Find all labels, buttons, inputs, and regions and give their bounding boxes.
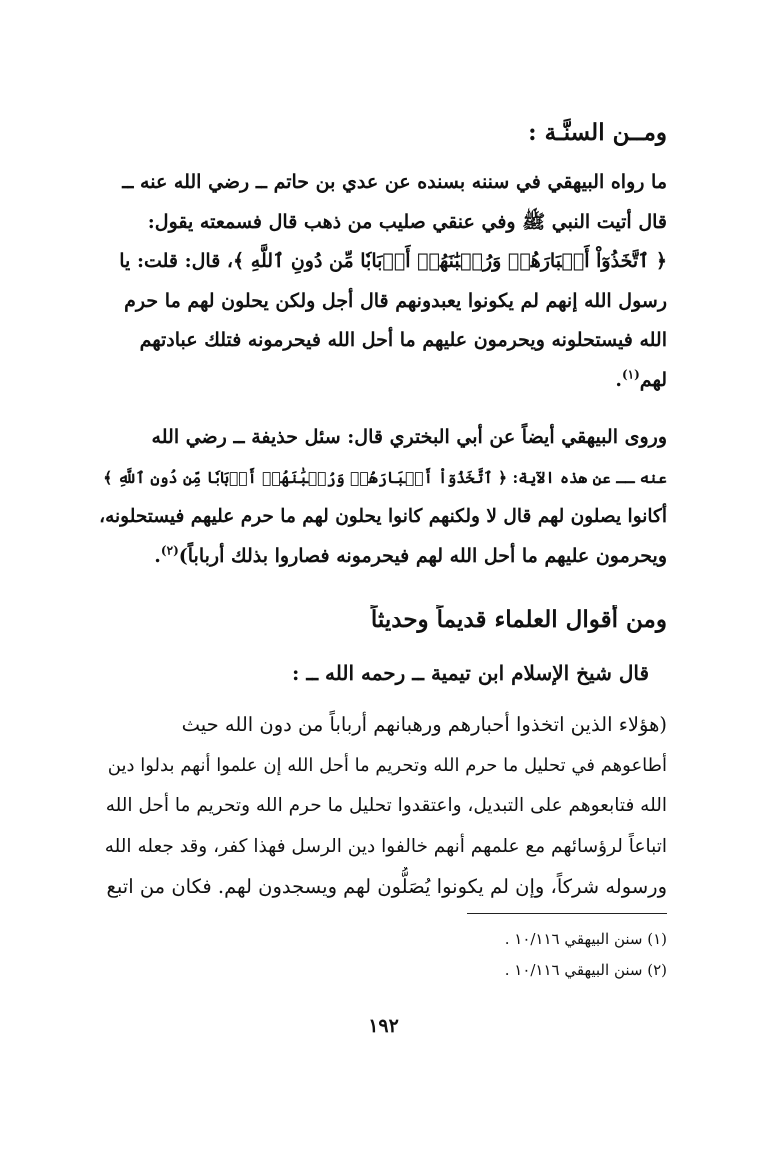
text-fragment: . <box>615 368 622 391</box>
text-line: ﴿ ٱتَّخَذُوٓاْ أَحۡبَارَهُمۡ وَرُهۡبَٰنَهُمۡ أَرۡبَابٗا مِّن دُونِ ٱللَّهِ ﴾، قال: قلت: يا <box>119 250 667 272</box>
footnote-ref-2: (٢) <box>160 543 179 558</box>
heading-sunnah-text: ومــن السنَّـة : <box>528 119 667 146</box>
footnote-ref-1: (١) <box>621 367 640 382</box>
footnote-separator <box>467 913 667 914</box>
heading-scholars <box>267 605 667 635</box>
page-number: ١٩٢ <box>368 1015 399 1037</box>
text-line: الله فيستحلونه ويحرمون عليهم ما أحل الله فيحرمونه فتلك عبادتهم <box>139 329 667 351</box>
text-line-last <box>97 361 667 401</box>
paragraph-bayhaqi-hudhayfa <box>97 418 667 576</box>
text-line: ما رواه البيهقي في سننه بسنده عن عدي بن حاتم ــ رضي الله عنه ــ <box>122 171 667 193</box>
text-line: اتباعاً لرؤسائهم مع علمهم أنهم خالفوا دين الرسل فهذا كفر، وقد جعله الله <box>104 835 667 857</box>
heading-ibn-taymiyya-text: قال شيخ الإسلام ابن تيمية ــ رحمه الله ــ : <box>292 661 649 685</box>
text-line: رسول الله إنهم لم يكونوا يعبدونهم قال أجل ولكن يحلون لهم ما حرم <box>124 289 667 312</box>
text-line: قال أتيت النبي ﷺ وفي عنقي صليب من ذهب قال فسمعته يقول: <box>147 210 667 233</box>
text-line: ورسوله شركاً، وإن لم يكونوا يُصَلُّون لهم ويسجدون لهم. فكان من اتبع <box>106 875 667 898</box>
text-fragment: . <box>154 544 161 567</box>
text-line: أطاعوهم في تحليل ما حرم الله وتحريم ما أحل الله إن علموا أنهم بدلوا دين <box>107 754 667 776</box>
text-line: وروى البيهقي أيضاً عن أبي البختري قال: سئل حذيفة ــ رضي الله <box>151 426 667 448</box>
footnote-1: (١) سنن البيهقي ١٠/١١٦ . <box>504 930 667 948</box>
text-fragment: ويحرمون عليهم ما أحل الله لهم فيحرمونه فصاروا بذلك أرباباً) <box>178 544 667 567</box>
heading-sunnah <box>467 118 667 148</box>
text-line: (هؤلاء الذين اتخذوا أحبارهم ورهبانهم أرباباً من دون الله حيث <box>181 713 667 736</box>
heading-ibn-taymiyya <box>229 658 649 688</box>
text-line: الله فتابعوهم على التبديل، واعتقدوا تحليل ما حرم الله وتحريم ما أحل الله <box>105 795 667 816</box>
footnote-2: (٢) سنن البيهقي ١٠/١١٦ . <box>504 961 667 979</box>
heading-scholars-text: ومن أقوال العلماء قديماً وحديثاً <box>370 606 667 633</box>
text-fragment: لهم <box>639 368 667 391</box>
text-line: أكانوا يصلون لهم قال لا ولكنهم كانوا يحلون لهم ما حرم عليهم فيستحلونه، <box>99 506 667 527</box>
text-line-last <box>97 537 667 577</box>
text-line: عنه ــ عن هذه الآية: ﴿ ٱتَّخَذُوٓاْ أَحۡبَارَهُمۡ وَرُهۡبَٰنَهُمۡ أَرۡبَابٗا مِّن دُونِ ٱللَّهِ ﴾ <box>103 467 667 487</box>
paragraph-bayhaqi-adi <box>97 163 667 400</box>
paragraph-ibn-taymiyya-quote <box>97 705 667 908</box>
